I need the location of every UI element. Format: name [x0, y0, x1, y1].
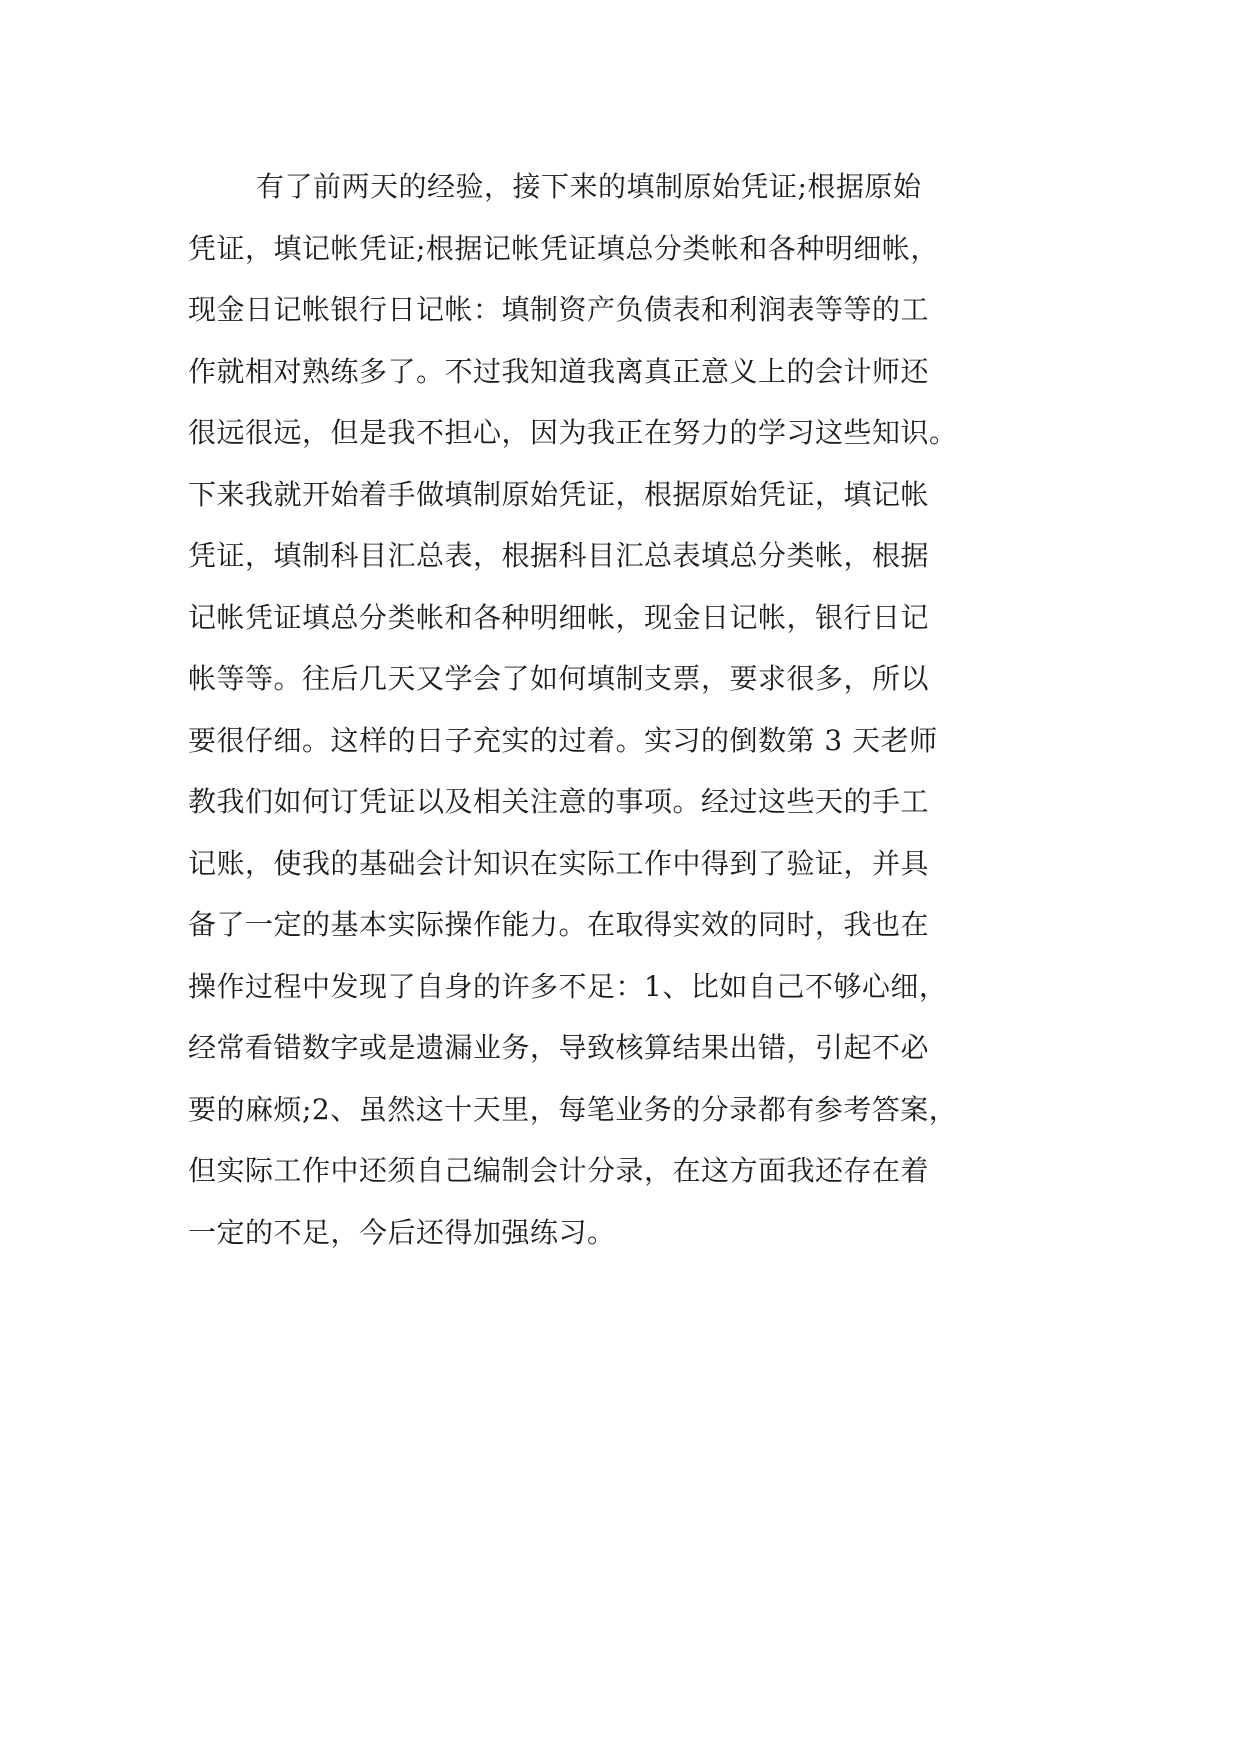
- text-line: 凭证，填制科目汇总表，根据科目汇总表填总分类帐，根据: [188, 539, 930, 572]
- text-line: 操作过程中发现了自身的许多不足：1、比如自己不够心细，: [188, 969, 948, 1003]
- text-line: 有了前两天的经验，接下来的填制原始凭证;根据原始: [256, 170, 922, 203]
- text-line: 经常看错数字或是遗漏业务，导致核算结果出错，引起不必: [188, 1031, 930, 1064]
- text-line: 记账，使我的基础会计知识在实际工作中得到了验证，并具: [188, 846, 930, 880]
- body-paragraph: [188, 156, 1068, 1263]
- text-line: 但实际工作中还须自己编制会计分录，在这方面我还存在着: [188, 1154, 930, 1187]
- text-line: 一定的不足，今后还得加强练习。: [188, 1215, 616, 1249]
- text-line: 很远很远，但是我不担心，因为我正在努力的学习这些知识。: [188, 416, 958, 449]
- text-line: 要的麻烦;2、虽然这十天里，每笔业务的分录都有参考答案，: [188, 1092, 958, 1126]
- text-line: 凭证，填记帐凭证;根据记帐凭证填总分类帐和各种明细帐，: [188, 231, 939, 265]
- text-line: 现金日记帐银行日记帐：填制资产负债表和利润表等等的工: [188, 293, 930, 326]
- text-line: 要很仔细。这样的日子充实的过着。实习的倒数第 3 天老师: [188, 723, 938, 757]
- text-line: 作就相对熟练多了。不过我知道我离真正意义上的会计师还: [188, 354, 930, 388]
- text-line: 下来我就开始着手做填制原始凭证，根据原始凭证，填记帐: [188, 477, 930, 511]
- text-line: 记帐凭证填总分类帐和各种明细帐，现金日记帐，银行日记: [188, 600, 930, 634]
- text-line: 教我们如何订凭证以及相关注意的事项。经过这些天的手工: [188, 785, 930, 818]
- text-line: 备了一定的基本实际操作能力。在取得实效的同时，我也在: [188, 908, 930, 941]
- text-line: 帐等等。往后几天又学会了如何填制支票，要求很多，所以: [188, 662, 930, 695]
